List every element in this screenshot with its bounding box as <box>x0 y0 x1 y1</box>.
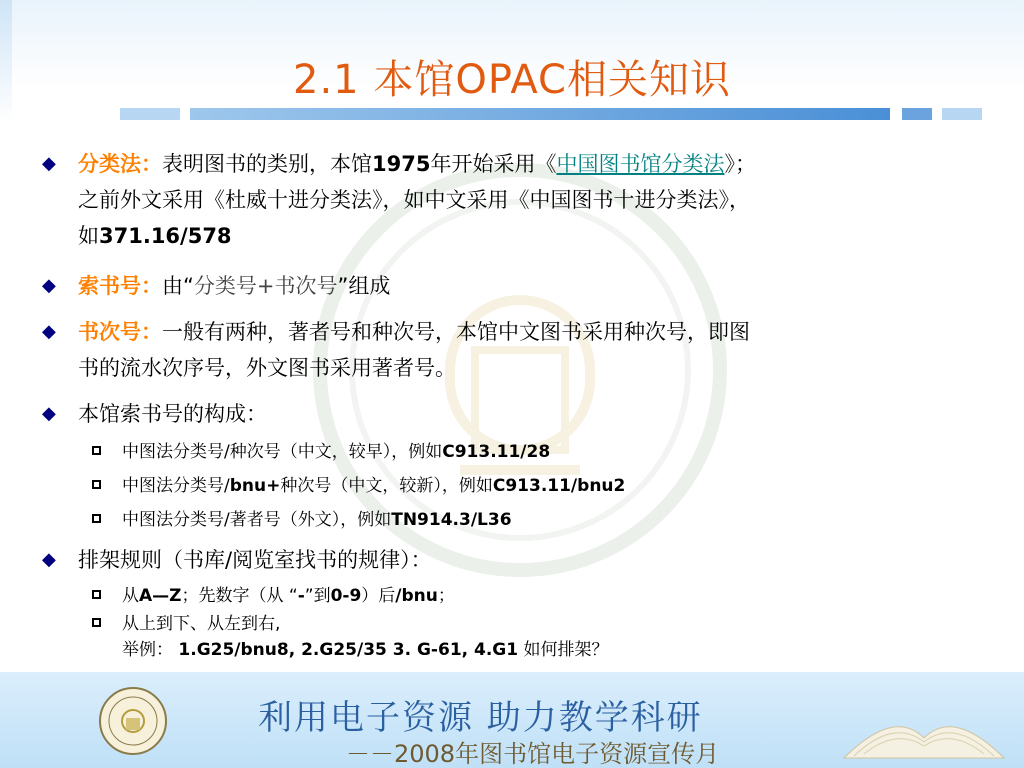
bullet-line <box>78 268 390 304</box>
sub-bullet-text: 从上到下、从左到右, <box>122 614 281 634</box>
sub-bullet <box>92 440 992 464</box>
year-value: 1975 <box>372 152 431 176</box>
sub-bullet-text <box>122 638 609 662</box>
bullet-classification <box>42 146 1012 254</box>
bullet-line <box>78 218 232 254</box>
example-call-number: 371.16/578 <box>99 224 232 248</box>
square-bullet-icon <box>92 514 101 523</box>
bullet-call-number <box>42 268 1012 304</box>
sub-bullet-text: 中图法分类号/著者号（外文），例如 <box>122 510 392 530</box>
bullet-text: 如 <box>78 224 99 248</box>
square-bullet-icon <box>92 480 101 489</box>
example-call-number: C913.11/bnu2 <box>492 476 626 496</box>
title-rule-segment <box>902 108 932 120</box>
bullet-call-number-structure <box>42 396 1012 432</box>
clc-classification-link[interactable]: 中国图书馆分类法 <box>556 152 725 176</box>
example-label: 举例： <box>122 640 179 660</box>
bullet-line: 之前外文采用《杜威十进分类法》，如中文采用《中国图书十进分类法》， <box>78 188 750 212</box>
bullet-book-number <box>42 314 1012 386</box>
sub-bullet <box>92 474 992 498</box>
sub-bullet <box>92 612 992 636</box>
diamond-bullet-icon: ◆ <box>42 321 56 342</box>
bullet-text: 表明图书的类别，本馆 <box>162 152 372 176</box>
bullet-line <box>78 146 756 182</box>
bnu-suffix: /bnu <box>395 586 438 606</box>
bullet-line <box>78 314 750 350</box>
sub-bullet <box>92 508 992 532</box>
sub-bullet-text: ；先数字（从 “ <box>181 586 298 606</box>
title-rule-segment <box>942 108 982 120</box>
sub-bullet <box>92 584 992 608</box>
bullet-line: 本馆索书号的构成： <box>78 402 267 426</box>
bullet-text: 一般有两种，著者号和种次号，本馆中文图书采用种次号，即图 <box>162 320 750 344</box>
square-bullet-icon <box>92 618 101 627</box>
example-call-number: TN914.3/L36 <box>391 510 512 530</box>
sub-bullet-text <box>122 508 512 532</box>
sub-bullet-text <box>122 584 455 608</box>
bullet-label: 索书号： <box>78 274 162 298</box>
diamond-bullet-icon: ◆ <box>42 275 56 296</box>
sub-bullet-text: ； <box>437 586 455 606</box>
title-rule <box>190 108 890 120</box>
dash-symbol: - <box>297 586 305 606</box>
question-text: 如何排架？ <box>518 640 609 660</box>
bullet-line: 排架规则（书库/阅览室找书的规律）： <box>78 548 432 572</box>
sub-bullet-continuation <box>92 638 992 662</box>
footer-slogan: 利用电子资源 助力教学科研 <box>258 698 703 738</box>
university-seal-logo <box>98 686 168 756</box>
diamond-bullet-icon: ◆ <box>42 549 56 570</box>
sub-bullet-text: 中图法分类号/ <box>122 476 230 496</box>
sub-bullet-text: ”到 <box>304 586 331 606</box>
footer-year: 2008 <box>394 740 456 768</box>
bullet-line: 书的流水次序号，外文图书采用著者号。 <box>78 356 456 380</box>
square-bullet-icon <box>92 446 101 455</box>
diamond-bullet-icon: ◆ <box>42 403 56 424</box>
sub-bullet-text: 中图法分类号/种次号（中文，较早），例如 <box>122 442 443 462</box>
bullet-text: 年开始采用《 <box>430 152 557 176</box>
digit-range: 0-9 <box>330 586 362 606</box>
bnu-prefix: bnu+ <box>229 476 281 496</box>
sub-bullet-text <box>122 440 550 464</box>
title-rule-segment <box>120 108 180 120</box>
sub-bullet-text: 从 <box>122 586 139 606</box>
footer-event-title: 年图书馆电子资源宣传月 <box>455 740 720 768</box>
bullet-label: 分类法： <box>78 152 162 176</box>
square-bullet-icon <box>92 590 101 599</box>
bullet-label: 书次号： <box>78 320 162 344</box>
bullet-text: 由“ <box>162 274 194 298</box>
example-call-numbers: 1.G25/bnu8, 2.G25/35 3. G-61, 4.G1 <box>178 640 519 660</box>
open-book-icon <box>834 678 1014 768</box>
bullet-text: 分类号+书次号 <box>193 274 338 298</box>
footer-event <box>346 734 719 768</box>
range-a-z: A—Z <box>139 586 182 606</box>
sub-bullet-text: ）后 <box>361 586 396 606</box>
bullet-text: 》； <box>724 152 756 176</box>
sub-bullet-text <box>122 474 625 498</box>
content <box>0 140 1024 670</box>
bullet-text: ”组成 <box>337 274 391 298</box>
example-call-number: C913.11/28 <box>442 442 551 462</box>
sub-bullet-text: 种次号（中文，较新），例如 <box>280 476 493 496</box>
bullet-shelving-rules <box>42 542 1012 578</box>
slide-title: 2.1 本馆OPAC相关知识 <box>293 57 731 103</box>
footer-dash: －－ <box>346 740 394 768</box>
diamond-bullet-icon: ◆ <box>42 153 56 174</box>
